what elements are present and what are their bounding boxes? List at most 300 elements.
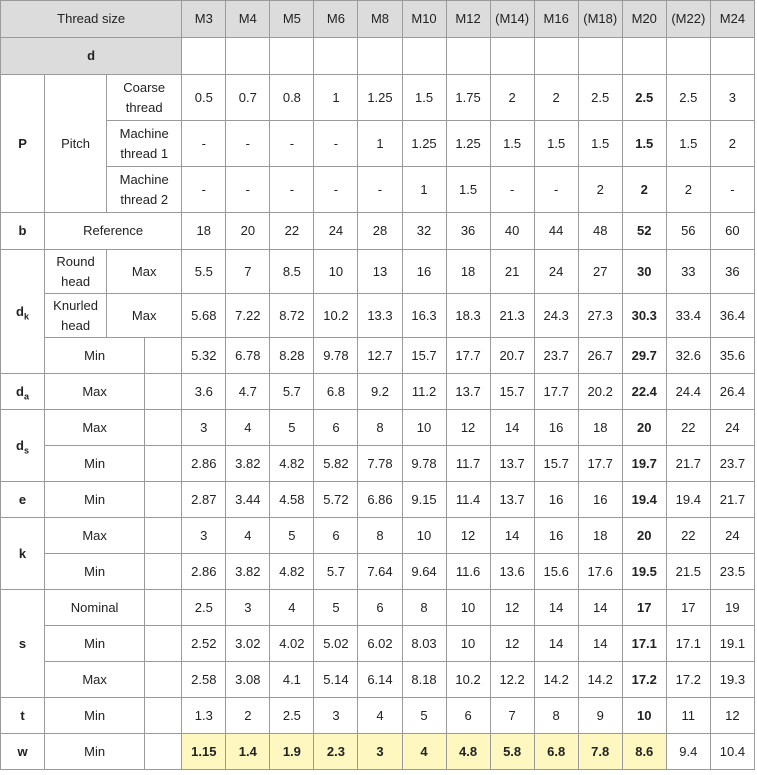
value-cell: 15.6	[534, 554, 578, 590]
value-cell: 1.5	[622, 121, 666, 167]
size-header-cell: M12	[446, 1, 490, 38]
table-row	[1, 698, 755, 734]
value-cell: 8	[358, 410, 402, 446]
value-cell: 12	[710, 698, 754, 734]
value-cell: 1	[402, 167, 446, 213]
empty-cell	[145, 590, 182, 626]
value-cell: 6	[314, 518, 358, 554]
value-cell: 24	[710, 410, 754, 446]
empty-cell	[182, 38, 226, 75]
table-row	[1, 213, 755, 250]
symbol-base: d	[16, 437, 24, 453]
value-cell: 24	[534, 250, 578, 294]
value-cell: 20.2	[578, 374, 622, 410]
value-cell: 60	[710, 213, 754, 250]
value-cell: 1.3	[182, 698, 226, 734]
value-cell: 19.3	[710, 662, 754, 698]
row-label-w: w	[1, 734, 45, 770]
value-cell: 14	[534, 626, 578, 662]
empty-cell	[578, 38, 622, 75]
value-cell: 7.78	[358, 446, 402, 482]
value-cell: 13.7	[446, 374, 490, 410]
value-cell: 21.5	[666, 554, 710, 590]
value-cell: 24.4	[666, 374, 710, 410]
value-cell: 11.6	[446, 554, 490, 590]
value-cell: 19	[710, 590, 754, 626]
value-cell: 12	[490, 590, 534, 626]
value-cell: -	[182, 167, 226, 213]
row-label-d: d	[1, 38, 182, 75]
value-cell: 11.7	[446, 446, 490, 482]
value-cell: -	[270, 121, 314, 167]
value-cell: 13.7	[490, 482, 534, 518]
value-cell: 5.72	[314, 482, 358, 518]
w-min-label: Min	[45, 734, 145, 770]
value-cell: 2.5	[666, 75, 710, 121]
value-cell: 32.6	[666, 338, 710, 374]
table-row	[1, 734, 755, 770]
empty-cell	[145, 734, 182, 770]
value-cell: 3	[182, 518, 226, 554]
value-cell: 9.2	[358, 374, 402, 410]
value-cell: 8.18	[402, 662, 446, 698]
value-cell: 13.3	[358, 294, 402, 338]
value-cell: 11	[666, 698, 710, 734]
value-cell: 22.4	[622, 374, 666, 410]
value-cell: 15.7	[402, 338, 446, 374]
value-cell: 36.4	[710, 294, 754, 338]
value-cell: 4.82	[270, 554, 314, 590]
value-cell: 1.25	[358, 75, 402, 121]
empty-cell	[226, 38, 270, 75]
value-cell: 0.7	[226, 75, 270, 121]
value-cell: 5	[270, 410, 314, 446]
value-cell: 1.9	[270, 734, 314, 770]
value-cell: -	[314, 167, 358, 213]
value-cell: 6.86	[358, 482, 402, 518]
value-cell: 12	[446, 518, 490, 554]
value-cell: 14	[578, 626, 622, 662]
value-cell: 8	[402, 590, 446, 626]
value-cell: 17.2	[622, 662, 666, 698]
value-cell: 14.2	[578, 662, 622, 698]
value-cell: 32	[402, 213, 446, 250]
value-cell: 7	[226, 250, 270, 294]
value-cell: 4.8	[446, 734, 490, 770]
value-cell: 10	[446, 626, 490, 662]
s-max-label: Max	[45, 662, 145, 698]
value-cell: 52	[622, 213, 666, 250]
table-row	[1, 518, 755, 554]
value-cell: 4.7	[226, 374, 270, 410]
table-row	[1, 121, 755, 167]
value-cell: 6.8	[534, 734, 578, 770]
value-cell: -	[534, 167, 578, 213]
empty-cell	[145, 410, 182, 446]
value-cell: 2	[710, 121, 754, 167]
row-label-da	[1, 374, 45, 410]
machine-thread-2-label: Machine thread 2	[107, 167, 182, 213]
value-cell: 22	[270, 213, 314, 250]
value-cell: 6.8	[314, 374, 358, 410]
size-header-cell: M10	[402, 1, 446, 38]
value-cell: 2	[666, 167, 710, 213]
size-header-cell: (M22)	[666, 1, 710, 38]
value-cell: 8.72	[270, 294, 314, 338]
value-cell: 22	[666, 410, 710, 446]
value-cell: 14	[490, 410, 534, 446]
value-cell: 36	[446, 213, 490, 250]
value-cell: 12	[446, 410, 490, 446]
value-cell: 0.8	[270, 75, 314, 121]
value-cell: 24	[314, 213, 358, 250]
value-cell: 4	[226, 518, 270, 554]
value-cell: 21.7	[666, 446, 710, 482]
empty-cell	[145, 338, 182, 374]
value-cell: 30.3	[622, 294, 666, 338]
value-cell: 24.3	[534, 294, 578, 338]
value-cell: 18	[578, 410, 622, 446]
value-cell: 8.5	[270, 250, 314, 294]
table-row	[1, 590, 755, 626]
empty-cell	[710, 38, 754, 75]
value-cell: 6	[358, 590, 402, 626]
knurled-head-max-label: Max	[107, 294, 182, 338]
value-cell: 3	[182, 410, 226, 446]
row-label-k: k	[1, 518, 45, 590]
value-cell: 3	[226, 590, 270, 626]
value-cell: 23.7	[534, 338, 578, 374]
value-cell: 27.3	[578, 294, 622, 338]
empty-cell	[145, 554, 182, 590]
table-row	[1, 662, 755, 698]
value-cell: 5.7	[314, 554, 358, 590]
value-cell: 8	[534, 698, 578, 734]
s-nominal-label: Nominal	[45, 590, 145, 626]
value-cell: -	[710, 167, 754, 213]
value-cell: 4	[402, 734, 446, 770]
value-cell: 14	[490, 518, 534, 554]
value-cell: 16.3	[402, 294, 446, 338]
value-cell: 2.5	[182, 590, 226, 626]
size-header-cell: M5	[270, 1, 314, 38]
value-cell: 17.7	[534, 374, 578, 410]
empty-cell	[622, 38, 666, 75]
row-label-t: t	[1, 698, 45, 734]
symbol-base: d	[16, 383, 24, 399]
value-cell: 2.58	[182, 662, 226, 698]
size-header-cell: M4	[226, 1, 270, 38]
size-header-cell: M16	[534, 1, 578, 38]
value-cell: 35.6	[710, 338, 754, 374]
table-row	[1, 482, 755, 518]
empty-cell	[270, 38, 314, 75]
table-row	[1, 294, 755, 338]
value-cell: 16	[534, 518, 578, 554]
value-cell: 10	[446, 590, 490, 626]
k-max-label: Max	[45, 518, 145, 554]
value-cell: 56	[666, 213, 710, 250]
value-cell: 1.25	[402, 121, 446, 167]
table-row	[1, 410, 755, 446]
row-label-e: e	[1, 482, 45, 518]
value-cell: 20	[226, 213, 270, 250]
empty-cell	[534, 38, 578, 75]
value-cell: 40	[490, 213, 534, 250]
value-cell: 17.1	[666, 626, 710, 662]
value-cell: -	[270, 167, 314, 213]
value-cell: -	[182, 121, 226, 167]
value-cell: 1.5	[446, 167, 490, 213]
value-cell: 4.1	[270, 662, 314, 698]
value-cell: 33	[666, 250, 710, 294]
value-cell: 13	[358, 250, 402, 294]
empty-cell	[446, 38, 490, 75]
value-cell: 1.5	[666, 121, 710, 167]
value-cell: 5	[402, 698, 446, 734]
value-cell: 19.1	[710, 626, 754, 662]
value-cell: 2.5	[622, 75, 666, 121]
value-cell: 22	[666, 518, 710, 554]
coarse-thread-label: Coarse thread	[107, 75, 182, 121]
value-cell: 2	[490, 75, 534, 121]
value-cell: 23.5	[710, 554, 754, 590]
value-cell: 12	[490, 626, 534, 662]
value-cell: 3	[314, 698, 358, 734]
value-cell: 2	[622, 167, 666, 213]
value-cell: 12.2	[490, 662, 534, 698]
value-cell: 9.4	[666, 734, 710, 770]
value-cell: 4.58	[270, 482, 314, 518]
table-row	[1, 38, 755, 75]
value-cell: 19.4	[622, 482, 666, 518]
size-header-cell: M20	[622, 1, 666, 38]
value-cell: 15.7	[534, 446, 578, 482]
value-cell: 5	[270, 518, 314, 554]
value-cell: 8.03	[402, 626, 446, 662]
value-cell: 3.6	[182, 374, 226, 410]
value-cell: 17.1	[622, 626, 666, 662]
value-cell: 0.5	[182, 75, 226, 121]
value-cell: 33.4	[666, 294, 710, 338]
round-head-label: Round head	[45, 250, 107, 294]
value-cell: 20.7	[490, 338, 534, 374]
value-cell: 10	[622, 698, 666, 734]
symbol-subscript: s	[23, 445, 29, 456]
value-cell: 17	[622, 590, 666, 626]
value-cell: 19.7	[622, 446, 666, 482]
empty-cell	[145, 374, 182, 410]
empty-cell	[145, 446, 182, 482]
machine-thread-1-label: Machine thread 1	[107, 121, 182, 167]
value-cell: -	[358, 167, 402, 213]
value-cell: 1.5	[402, 75, 446, 121]
empty-cell	[145, 482, 182, 518]
empty-cell	[145, 698, 182, 734]
value-cell: 3	[358, 734, 402, 770]
value-cell: 7.64	[358, 554, 402, 590]
value-cell: 29.7	[622, 338, 666, 374]
empty-cell	[314, 38, 358, 75]
value-cell: 12.7	[358, 338, 402, 374]
value-cell: 10	[314, 250, 358, 294]
empty-cell	[490, 38, 534, 75]
value-cell: 3.44	[226, 482, 270, 518]
value-cell: 4	[358, 698, 402, 734]
ds-max-label: Max	[45, 410, 145, 446]
value-cell: 6.78	[226, 338, 270, 374]
value-cell: 5.68	[182, 294, 226, 338]
size-header-cell: (M14)	[490, 1, 534, 38]
empty-cell	[145, 662, 182, 698]
value-cell: 19.5	[622, 554, 666, 590]
value-cell: 9.78	[402, 446, 446, 482]
e-min-label: Min	[45, 482, 145, 518]
value-cell: 44	[534, 213, 578, 250]
value-cell: 27	[578, 250, 622, 294]
value-cell: 17.7	[578, 446, 622, 482]
value-cell: 5.5	[182, 250, 226, 294]
value-cell: 18	[578, 518, 622, 554]
value-cell: 21	[490, 250, 534, 294]
k-min-label: Min	[45, 554, 145, 590]
value-cell: 13.7	[490, 446, 534, 482]
row-label-s: s	[1, 590, 45, 698]
value-cell: 15.7	[490, 374, 534, 410]
value-cell: 6	[314, 410, 358, 446]
value-cell: 4.82	[270, 446, 314, 482]
symbol-base: d	[16, 303, 24, 319]
row-label-ds	[1, 410, 45, 482]
value-cell: 21.7	[710, 482, 754, 518]
value-cell: 3.82	[226, 446, 270, 482]
value-cell: 10.4	[710, 734, 754, 770]
size-header-cell: M8	[358, 1, 402, 38]
table-row	[1, 554, 755, 590]
value-cell: 14.2	[534, 662, 578, 698]
value-cell: 1.25	[446, 121, 490, 167]
size-header-cell: M6	[314, 1, 358, 38]
value-cell: 1.4	[226, 734, 270, 770]
value-cell: 5.14	[314, 662, 358, 698]
value-cell: 20	[622, 410, 666, 446]
value-cell: -	[314, 121, 358, 167]
value-cell: 2	[534, 75, 578, 121]
value-cell: 10.2	[314, 294, 358, 338]
value-cell: 8.28	[270, 338, 314, 374]
dk-min-label: Min	[45, 338, 145, 374]
value-cell: 1.75	[446, 75, 490, 121]
empty-cell	[145, 626, 182, 662]
value-cell: 5.8	[490, 734, 534, 770]
value-cell: 9.64	[402, 554, 446, 590]
value-cell: 14	[534, 590, 578, 626]
value-cell: 21.3	[490, 294, 534, 338]
value-cell: 19.4	[666, 482, 710, 518]
value-cell: 11.2	[402, 374, 446, 410]
value-cell: 4	[226, 410, 270, 446]
size-header-cell: M3	[182, 1, 226, 38]
value-cell: 16	[578, 482, 622, 518]
empty-cell	[145, 518, 182, 554]
value-cell: -	[490, 167, 534, 213]
value-cell: 8	[358, 518, 402, 554]
value-cell: 11.4	[446, 482, 490, 518]
value-cell: 36	[710, 250, 754, 294]
value-cell: 14	[578, 590, 622, 626]
value-cell: 2	[578, 167, 622, 213]
table-row	[1, 446, 755, 482]
value-cell: 7.8	[578, 734, 622, 770]
value-cell: 9.78	[314, 338, 358, 374]
value-cell: 16	[534, 410, 578, 446]
value-cell: 3.08	[226, 662, 270, 698]
value-cell: 18	[182, 213, 226, 250]
value-cell: 9	[578, 698, 622, 734]
value-cell: 13.6	[490, 554, 534, 590]
value-cell: 10.2	[446, 662, 490, 698]
value-cell: 5.7	[270, 374, 314, 410]
row-label-b: b	[1, 213, 45, 250]
value-cell: 6.14	[358, 662, 402, 698]
value-cell: 5.32	[182, 338, 226, 374]
value-cell: 1	[358, 121, 402, 167]
thread-size-header: Thread size	[1, 1, 182, 38]
value-cell: 10	[402, 410, 446, 446]
value-cell: 24	[710, 518, 754, 554]
table-row	[1, 1, 755, 38]
value-cell: 1.5	[534, 121, 578, 167]
empty-cell	[358, 38, 402, 75]
value-cell: 20	[622, 518, 666, 554]
empty-cell	[666, 38, 710, 75]
value-cell: 30	[622, 250, 666, 294]
symbol-subscript: k	[23, 311, 29, 322]
value-cell: 8.6	[622, 734, 666, 770]
value-cell: 26.4	[710, 374, 754, 410]
value-cell: 4	[270, 590, 314, 626]
value-cell: 1.5	[578, 121, 622, 167]
table-row	[1, 250, 755, 294]
row-label-p: P	[1, 75, 45, 213]
value-cell: 17.2	[666, 662, 710, 698]
reference-label: Reference	[45, 213, 182, 250]
value-cell: 5.82	[314, 446, 358, 482]
s-min-label: Min	[45, 626, 145, 662]
t-min-label: Min	[45, 698, 145, 734]
value-cell: 2.86	[182, 446, 226, 482]
value-cell: 3.02	[226, 626, 270, 662]
value-cell: 7	[490, 698, 534, 734]
value-cell: 3.82	[226, 554, 270, 590]
value-cell: 9.15	[402, 482, 446, 518]
row-label-dk	[1, 250, 45, 374]
value-cell: 2.5	[578, 75, 622, 121]
value-cell: 48	[578, 213, 622, 250]
value-cell: 2.52	[182, 626, 226, 662]
empty-cell	[402, 38, 446, 75]
value-cell: 17.6	[578, 554, 622, 590]
pitch-label: Pitch	[45, 75, 107, 213]
value-cell: 2	[226, 698, 270, 734]
value-cell: 2.86	[182, 554, 226, 590]
table-row	[1, 167, 755, 213]
value-cell: 16	[534, 482, 578, 518]
table-row	[1, 626, 755, 662]
value-cell: 16	[402, 250, 446, 294]
symbol-subscript: a	[23, 391, 29, 402]
value-cell: 18.3	[446, 294, 490, 338]
